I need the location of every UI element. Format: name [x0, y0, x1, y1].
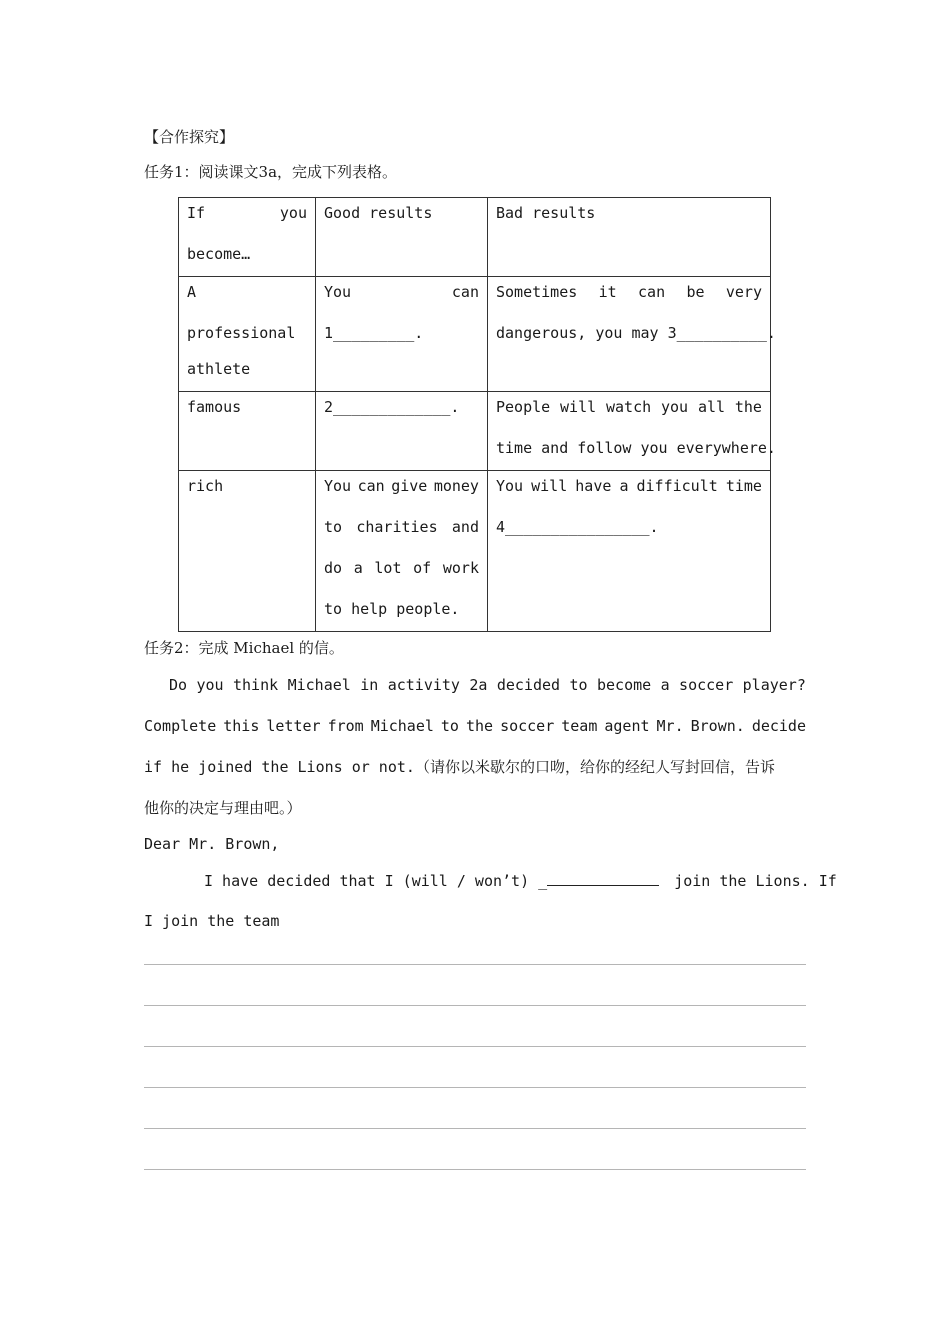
cell-word: Sometimes [496, 283, 578, 301]
para-word: 2a [469, 676, 488, 694]
writing-line[interactable] [144, 964, 806, 965]
section-title: 【合作探究】 [144, 128, 235, 146]
table-cell [316, 471, 488, 632]
table-cell [316, 392, 488, 471]
para-word: a [660, 676, 670, 694]
answer-blank[interactable] [547, 871, 659, 886]
table-cell [316, 277, 488, 392]
cell-text: time and follow you everywhere. [496, 439, 776, 457]
para-word: team [561, 717, 598, 735]
cell-word: watch [606, 398, 652, 416]
task1-title: 任务1：阅读课文3a，完成下列表格。 [144, 163, 398, 181]
para-text-cn: （请你以米歇尔的口吻，给你的经纪人写封回信，告诉 [414, 758, 775, 776]
table-row [179, 471, 771, 632]
writing-line[interactable] [144, 1087, 806, 1088]
cell-word: very [725, 283, 762, 301]
table-cell [488, 277, 776, 392]
subject-text: professional [187, 324, 296, 342]
cell-word: it [598, 283, 617, 301]
para-word: to [440, 717, 459, 735]
cell-word: can [451, 283, 479, 301]
cell-text: to help people. [324, 600, 460, 618]
cell-word: People [496, 398, 551, 416]
cell-word: and [451, 518, 479, 536]
para-word: player? [742, 676, 806, 694]
para-word: Mr. [656, 717, 684, 735]
header-become: become… [187, 245, 251, 263]
subject-text: A [187, 283, 197, 301]
para-word: this [223, 717, 260, 735]
paragraph-line [144, 717, 806, 735]
subject-text: rich [187, 477, 224, 495]
cell-word: all [697, 398, 726, 416]
paragraph-line [169, 676, 806, 694]
para-word: decide [751, 717, 806, 735]
cell-word: will [560, 398, 597, 416]
writing-line[interactable] [144, 1046, 806, 1047]
cell-word: you [661, 398, 689, 416]
para-word: Brown. [690, 717, 745, 735]
cell-word: can [357, 477, 385, 495]
para-word: Michael [287, 676, 351, 694]
header-good-results: Good results [324, 204, 433, 222]
blank-4: 4________________. [496, 518, 659, 536]
paragraph-line [144, 758, 775, 776]
cell-word: to [324, 518, 343, 536]
para-word: Michael [370, 717, 434, 735]
cell-word: the [734, 398, 762, 416]
letter-text: I have decided that I (will / won’t) _ [204, 872, 548, 890]
table-cell [316, 198, 488, 277]
para-word: activity [387, 676, 460, 694]
cell-word: can [638, 283, 666, 301]
para-word: you [196, 676, 224, 694]
cell-word: charities [356, 518, 438, 536]
para-word: soccer [679, 676, 734, 694]
cell-word: You [496, 477, 524, 495]
header-if: If [187, 204, 206, 222]
table-row [179, 277, 771, 392]
cell-word: time [725, 477, 762, 495]
cell-word: a [619, 477, 629, 495]
letter-salutation: Dear Mr. Brown, [144, 835, 280, 853]
blank-2: 2_____________. [324, 398, 460, 416]
table-row [179, 392, 771, 471]
cell-word: money [433, 477, 479, 495]
subject-text: athlete [187, 360, 251, 378]
blank-1: 1_________. [324, 324, 424, 342]
para-word: decided [496, 676, 561, 694]
cell-word: have [575, 477, 612, 495]
cell-word: will [531, 477, 568, 495]
cell-word: give [391, 477, 428, 495]
cell-word: You [324, 477, 352, 495]
para-word: in [360, 676, 379, 694]
results-table [178, 197, 776, 632]
para-word: agent [604, 717, 650, 735]
table-cell [179, 471, 316, 632]
table-header-row [179, 198, 771, 277]
cell-word: a [353, 559, 363, 577]
cell-word: of [413, 559, 432, 577]
cell-word: do [324, 559, 343, 577]
para-word: from [327, 717, 364, 735]
cell-word: work [442, 559, 479, 577]
writing-line[interactable] [144, 1005, 806, 1006]
letter-line [204, 871, 837, 890]
paragraph-line: 他你的决定与理由吧。） [144, 799, 302, 817]
letter-line: I join the team [144, 912, 280, 930]
task2-title: 任务2：完成 Michael 的信。 [144, 639, 344, 657]
cell-word: lot [374, 559, 402, 577]
header-you: you [279, 204, 307, 222]
blank-3: dangerous, you may 3__________. [496, 324, 776, 342]
para-word: the [465, 717, 494, 735]
subject-text: famous [187, 398, 242, 416]
para-word: letter [266, 717, 321, 735]
table-cell [488, 471, 771, 632]
table-cell [179, 198, 316, 277]
cell-word: You [324, 283, 352, 301]
writing-line[interactable] [144, 1169, 806, 1170]
para-text-en: if he joined the Lions or not. [144, 758, 415, 776]
table-cell [488, 198, 771, 277]
cell-word: be [686, 283, 705, 301]
para-word: become [596, 676, 652, 694]
table-cell [488, 392, 776, 471]
table-cell [179, 392, 316, 471]
para-word: soccer [500, 717, 555, 735]
cell-word: difficult [636, 477, 718, 495]
header-bad-results: Bad results [496, 204, 596, 222]
para-word: Complete [144, 717, 217, 735]
letter-text: join the Lions. If [674, 872, 837, 890]
table-cell [179, 277, 316, 392]
para-word: Do [169, 676, 188, 694]
writing-line[interactable] [144, 1128, 806, 1129]
para-word: think [233, 676, 279, 694]
para-word: to [569, 676, 588, 694]
